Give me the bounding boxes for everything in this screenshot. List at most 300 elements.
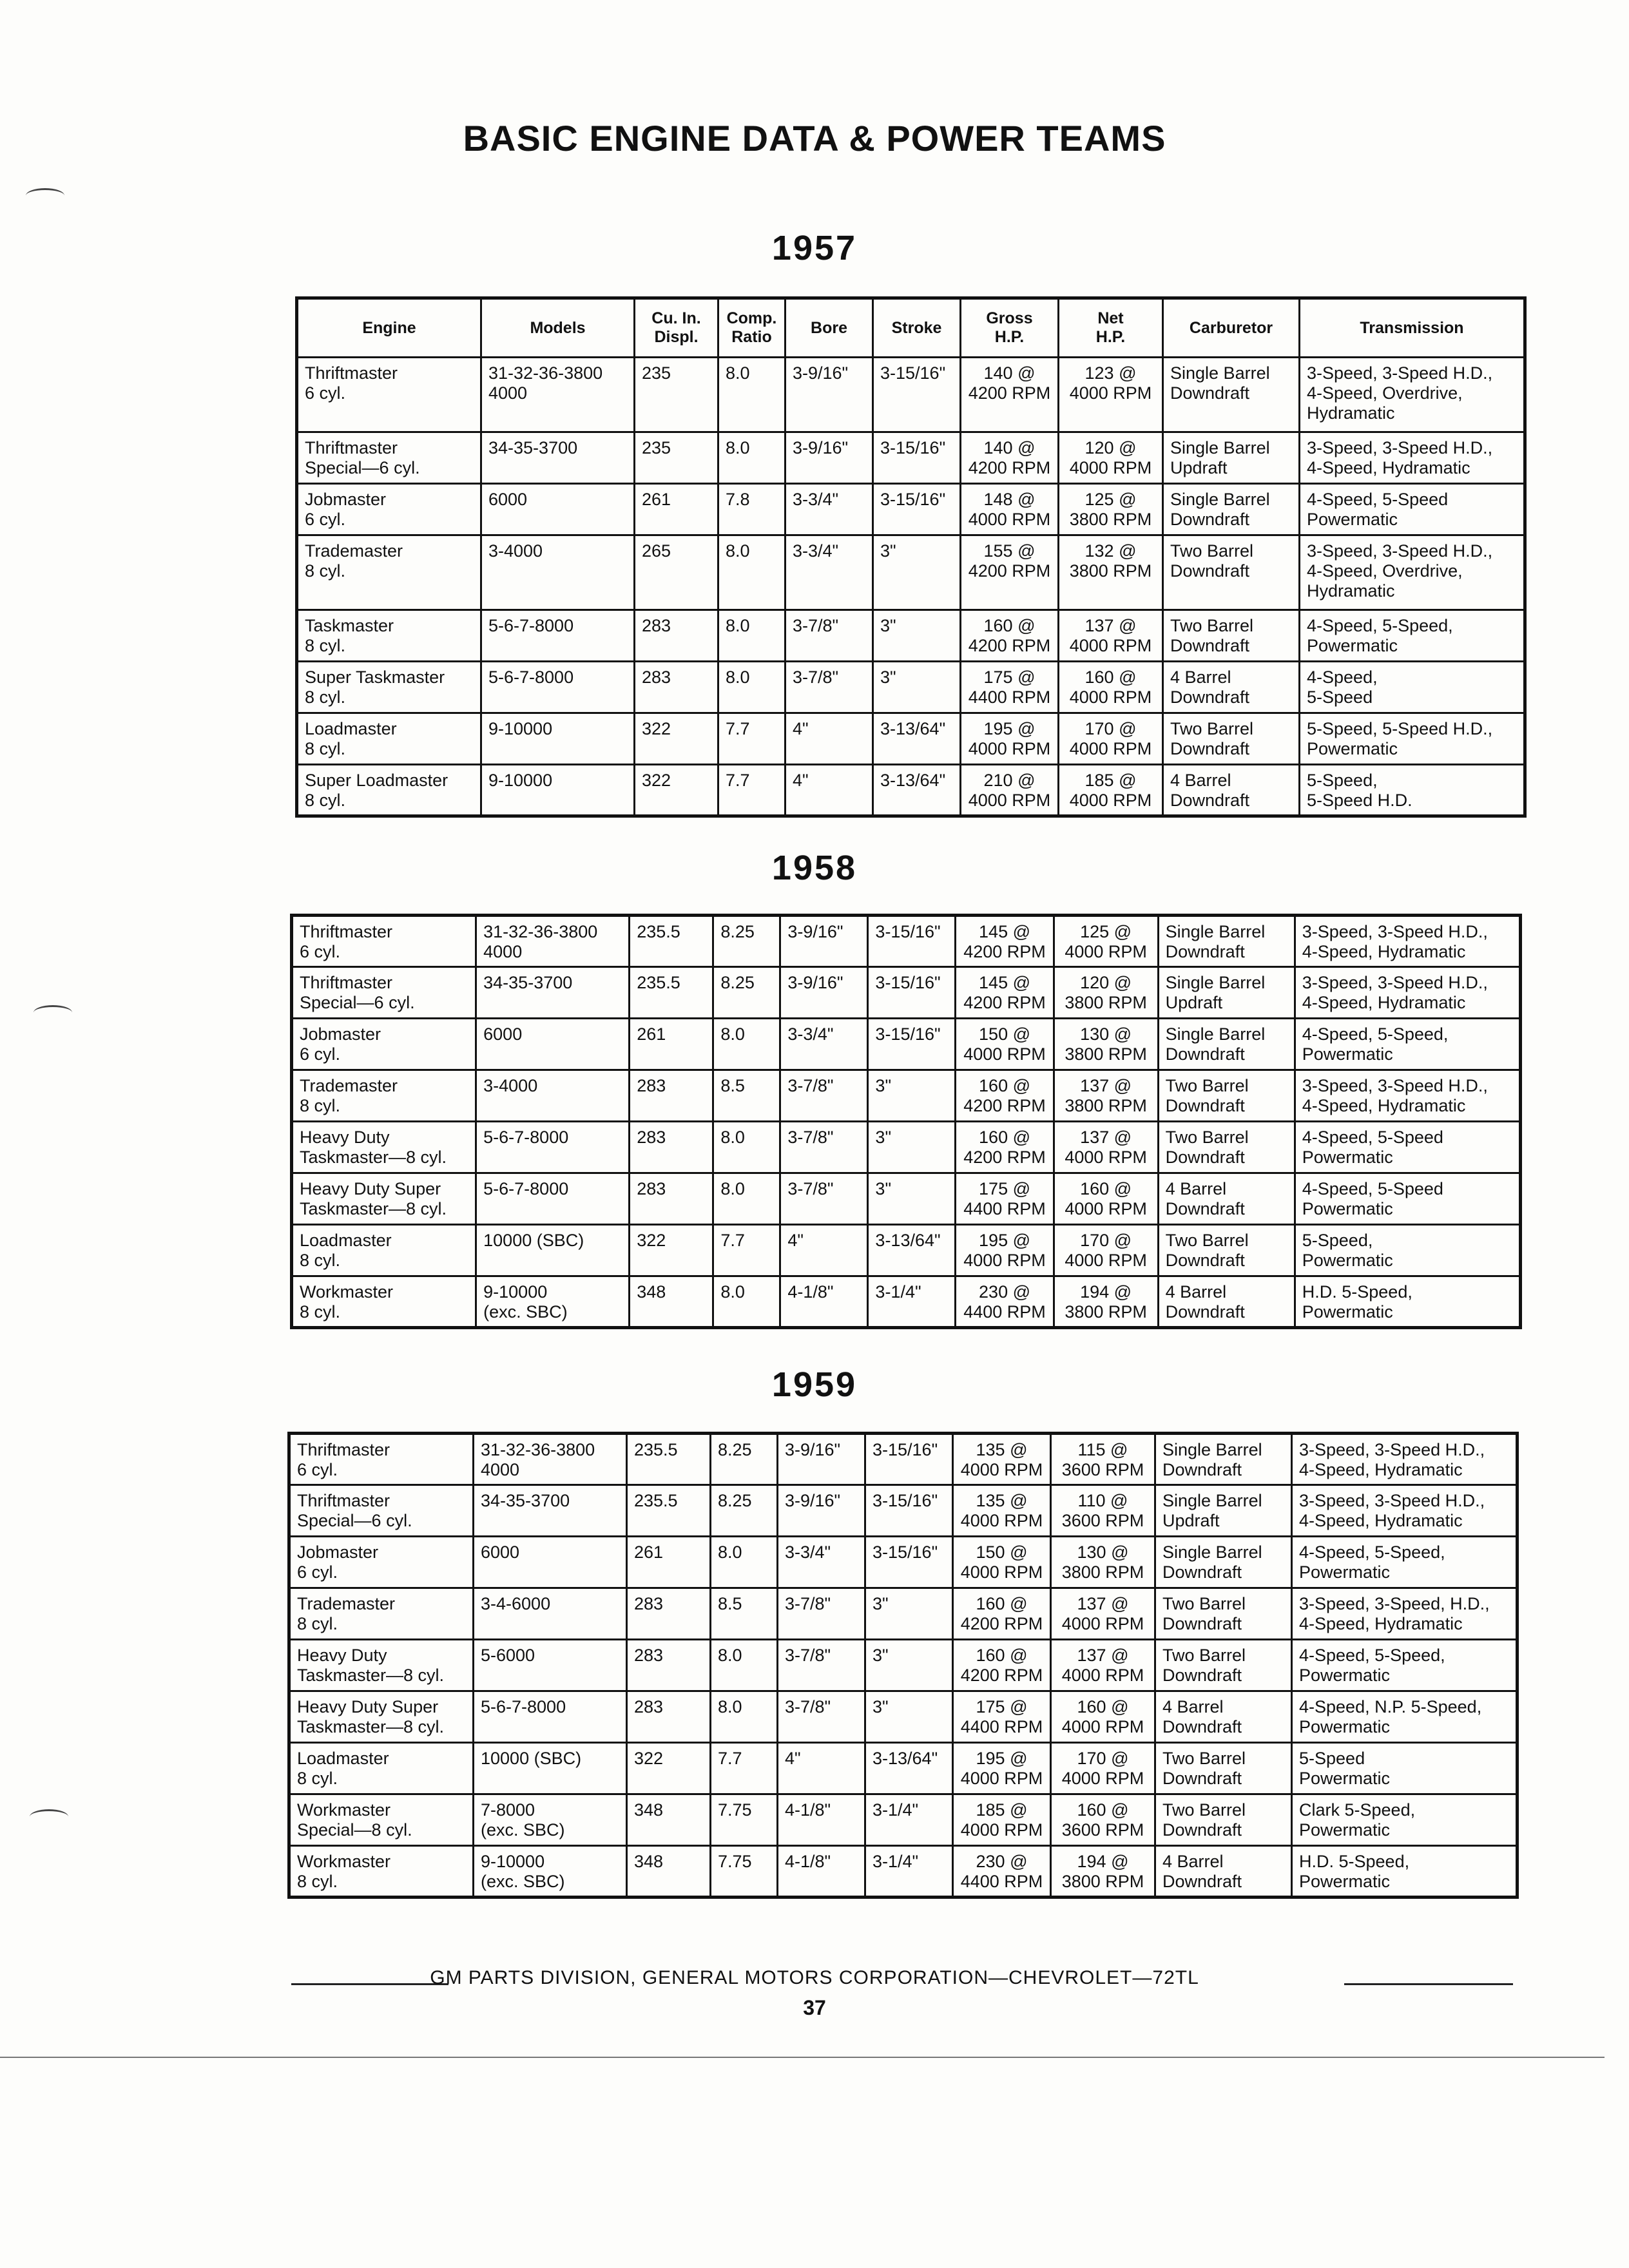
cell-bore: 3-3/4"	[786, 484, 873, 535]
cell-models: 3-4000	[481, 535, 635, 610]
cell-engine: Super Loadmaster 8 cyl.	[297, 765, 481, 816]
cell-engine: Thriftmaster 6 cyl.	[292, 916, 476, 967]
cell-net-hp: 137 @ 4000 RPM	[1054, 1122, 1158, 1173]
cell-carburetor: 4 Barrel Downdraft	[1158, 1276, 1295, 1328]
cell-compression: 7.75	[711, 1794, 778, 1846]
cell-models: 34-35-3700	[476, 967, 630, 1019]
cell-carburetor: Two Barrel Downdraft	[1155, 1640, 1292, 1691]
cell-displacement: 322	[627, 1743, 711, 1794]
cell-bore: 3-7/8"	[778, 1691, 865, 1743]
cell-displacement: 348	[627, 1794, 711, 1846]
cell-transmission: 3-Speed, 3-Speed H.D., 4-Speed, Overdrive, Hydramatic	[1300, 535, 1525, 610]
cell-transmission: 3-Speed, 3-Speed H.D., 4-Speed, Hydramatic	[1295, 916, 1520, 967]
cell-stroke: 3-15/16"	[865, 1434, 953, 1485]
cell-displacement: 283	[635, 610, 718, 662]
cell-models: 5-6-7-8000	[474, 1691, 627, 1743]
cell-stroke: 3-13/64"	[868, 1225, 956, 1276]
cell-transmission: 5-Speed, 5-Speed H.D., Powermatic	[1300, 713, 1525, 765]
cell-stroke: 3"	[868, 1070, 956, 1122]
cell-displacement: 283	[627, 1691, 711, 1743]
cell-bore: 3-9/16"	[778, 1485, 865, 1537]
year-heading-1959: 1959	[771, 1365, 858, 1404]
cell-bore: 3-7/8"	[780, 1122, 868, 1173]
table-row	[297, 713, 1525, 765]
cell-displacement: 235.5	[630, 967, 713, 1019]
cell-gross-hp: 140 @ 4200 RPM	[961, 432, 1059, 484]
cell-stroke: 3"	[873, 662, 961, 713]
cell-compression: 8.0	[718, 662, 786, 713]
table-row	[297, 662, 1525, 713]
cell-displacement: 235.5	[627, 1485, 711, 1537]
cell-carburetor: Single Barrel Downdraft	[1163, 484, 1300, 535]
cell-displacement: 322	[630, 1225, 713, 1276]
cell-stroke: 3-15/16"	[868, 916, 956, 967]
cell-engine: Thriftmaster Special—6 cyl.	[289, 1485, 474, 1537]
cell-compression: 8.25	[711, 1434, 778, 1485]
cell-transmission: H.D. 5-Speed, Powermatic	[1292, 1846, 1518, 1898]
cell-displacement: 235.5	[627, 1434, 711, 1485]
cell-displacement: 322	[635, 765, 718, 816]
cell-carburetor: Single Barrel Downdraft	[1155, 1537, 1292, 1588]
year-heading-1957: 1957	[771, 229, 858, 267]
cell-displacement: 235	[635, 358, 718, 432]
cell-net-hp: 130 @ 3800 RPM	[1051, 1537, 1155, 1588]
cell-models: 5-6000	[474, 1640, 627, 1691]
cell-net-hp: 137 @ 3800 RPM	[1054, 1070, 1158, 1122]
cell-compression: 8.0	[718, 610, 786, 662]
table-row	[297, 610, 1525, 662]
table-row	[289, 1794, 1518, 1846]
table-row	[297, 358, 1525, 432]
cell-displacement: 235	[635, 432, 718, 484]
cell-net-hp: 115 @ 3600 RPM	[1051, 1434, 1155, 1485]
table-row	[292, 916, 1521, 967]
cell-models: 10000 (SBC)	[474, 1743, 627, 1794]
cell-gross-hp: 175 @ 4400 RPM	[956, 1173, 1054, 1225]
column-header-carburetor: Carburetor	[1163, 298, 1300, 358]
cell-engine: Heavy Duty Taskmaster—8 cyl.	[289, 1640, 474, 1691]
cell-compression: 7.7	[711, 1743, 778, 1794]
cell-stroke: 3-1/4"	[865, 1794, 953, 1846]
cell-bore: 4"	[778, 1743, 865, 1794]
cell-stroke: 3"	[865, 1691, 953, 1743]
cell-displacement: 235.5	[630, 916, 713, 967]
cell-bore: 3-3/4"	[778, 1537, 865, 1588]
table-row	[289, 1846, 1518, 1898]
year-heading-1958: 1958	[771, 849, 858, 887]
cell-compression: 7.7	[718, 765, 786, 816]
cell-compression: 8.0	[713, 1276, 780, 1328]
cell-gross-hp: 150 @ 4000 RPM	[956, 1019, 1054, 1070]
cell-bore: 3-7/8"	[778, 1640, 865, 1691]
cell-carburetor: Two Barrel Downdraft	[1163, 713, 1300, 765]
cell-transmission: 4-Speed, 5-Speed, Powermatic	[1300, 610, 1525, 662]
cell-transmission: Clark 5-Speed, Powermatic	[1292, 1794, 1518, 1846]
table-row	[289, 1537, 1518, 1588]
cell-net-hp: 185 @ 4000 RPM	[1059, 765, 1163, 816]
cell-net-hp: 160 @ 4000 RPM	[1059, 662, 1163, 713]
cell-compression: 8.0	[718, 358, 786, 432]
page-number: 37	[803, 1996, 826, 2019]
cell-engine: Heavy Duty Taskmaster—8 cyl.	[292, 1122, 476, 1173]
cell-stroke: 3-15/16"	[868, 967, 956, 1019]
cell-stroke: 3"	[868, 1173, 956, 1225]
cell-net-hp: 137 @ 4000 RPM	[1051, 1640, 1155, 1691]
cell-gross-hp: 160 @ 4200 RPM	[953, 1588, 1051, 1640]
cell-displacement: 283	[630, 1070, 713, 1122]
table-row	[297, 765, 1525, 816]
cell-gross-hp: 135 @ 4000 RPM	[953, 1485, 1051, 1537]
table-row	[292, 1019, 1521, 1070]
cell-gross-hp: 175 @ 4400 RPM	[953, 1691, 1051, 1743]
cell-net-hp: 120 @ 3800 RPM	[1054, 967, 1158, 1019]
cell-models: 6000	[481, 484, 635, 535]
table-row	[289, 1434, 1518, 1485]
column-header-net-hp: Net H.P.	[1059, 298, 1163, 358]
cell-transmission: 3-Speed, 3-Speed H.D., 4-Speed, Hydramatic	[1292, 1485, 1518, 1537]
table-row	[292, 1173, 1521, 1225]
cell-net-hp: 170 @ 4000 RPM	[1054, 1225, 1158, 1276]
cell-transmission: 4-Speed, 5-Speed Powermatic	[1300, 484, 1525, 535]
cell-engine: Trademaster 8 cyl.	[297, 535, 481, 610]
cell-transmission: 4-Speed, 5-Speed Powermatic	[1295, 1173, 1520, 1225]
cell-net-hp: 125 @ 3800 RPM	[1059, 484, 1163, 535]
cell-stroke: 3-15/16"	[865, 1537, 953, 1588]
cell-net-hp: 170 @ 4000 RPM	[1051, 1743, 1155, 1794]
engine-table-1957	[295, 296, 1527, 818]
cell-compression: 8.5	[713, 1070, 780, 1122]
cell-compression: 8.0	[711, 1691, 778, 1743]
cell-models: 9-10000	[481, 765, 635, 816]
cell-transmission: 5-Speed, Powermatic	[1295, 1225, 1520, 1276]
column-header-transmission: Transmission	[1300, 298, 1525, 358]
cell-carburetor: 4 Barrel Downdraft	[1155, 1846, 1292, 1898]
cell-engine: Loadmaster 8 cyl.	[297, 713, 481, 765]
cell-transmission: 4-Speed, 5-Speed, Powermatic	[1292, 1537, 1518, 1588]
cell-engine: Trademaster 8 cyl.	[289, 1588, 474, 1640]
cell-compression: 8.5	[711, 1588, 778, 1640]
cell-models: 5-6-7-8000	[481, 662, 635, 713]
cell-stroke: 3-15/16"	[873, 484, 961, 535]
cell-net-hp: 160 @ 4000 RPM	[1051, 1691, 1155, 1743]
cell-net-hp: 194 @ 3800 RPM	[1054, 1276, 1158, 1328]
cell-compression: 8.0	[711, 1640, 778, 1691]
cell-carburetor: Two Barrel Downdraft	[1155, 1588, 1292, 1640]
cell-stroke: 3-13/64"	[865, 1743, 953, 1794]
cell-engine: Thriftmaster 6 cyl.	[289, 1434, 474, 1485]
cell-net-hp: 160 @ 4000 RPM	[1054, 1173, 1158, 1225]
cell-engine: Heavy Duty Super Taskmaster—8 cyl.	[292, 1173, 476, 1225]
cell-carburetor: Single Barrel Updraft	[1155, 1485, 1292, 1537]
cell-engine: Thriftmaster Special—6 cyl.	[292, 967, 476, 1019]
cell-transmission: 3-Speed, 3-Speed H.D., 4-Speed, Hydramatic	[1295, 967, 1520, 1019]
table-row	[289, 1640, 1518, 1691]
cell-engine: Workmaster 8 cyl.	[292, 1276, 476, 1328]
cell-transmission: 3-Speed, 3-Speed H.D., 4-Speed, Overdrive, Hydramatic	[1300, 358, 1525, 432]
page-title: BASIC ENGINE DATA & POWER TEAMS	[463, 118, 1166, 159]
column-header-displacement: Cu. In. Displ.	[635, 298, 718, 358]
cell-models: 7-8000 (exc. SBC)	[474, 1794, 627, 1846]
cell-carburetor: Two Barrel Downdraft	[1158, 1070, 1295, 1122]
cell-models: 5-6-7-8000	[476, 1173, 630, 1225]
column-header-compression: Comp. Ratio	[718, 298, 786, 358]
cell-carburetor: Single Barrel Updraft	[1158, 967, 1295, 1019]
cell-models: 5-6-7-8000	[481, 610, 635, 662]
cell-net-hp: 125 @ 4000 RPM	[1054, 916, 1158, 967]
table-row	[297, 484, 1525, 535]
cell-transmission: 3-Speed, 3-Speed, H.D., 4-Speed, Hydramatic	[1292, 1588, 1518, 1640]
cell-models: 9-10000 (exc. SBC)	[474, 1846, 627, 1898]
cell-gross-hp: 160 @ 4200 RPM	[956, 1070, 1054, 1122]
table-row	[289, 1743, 1518, 1794]
cell-displacement: 283	[630, 1122, 713, 1173]
cell-net-hp: 132 @ 3800 RPM	[1059, 535, 1163, 610]
cell-transmission: 4-Speed, 5-Speed Powermatic	[1295, 1122, 1520, 1173]
cell-compression: 8.0	[713, 1122, 780, 1173]
cell-models: 9-10000	[481, 713, 635, 765]
cell-carburetor: 4 Barrel Downdraft	[1163, 765, 1300, 816]
cell-net-hp: 120 @ 4000 RPM	[1059, 432, 1163, 484]
cell-stroke: 3"	[873, 535, 961, 610]
cell-net-hp: 137 @ 4000 RPM	[1051, 1588, 1155, 1640]
cell-models: 3-4000	[476, 1070, 630, 1122]
cell-compression: 8.25	[711, 1485, 778, 1537]
cell-transmission: 3-Speed, 3-Speed H.D., 4-Speed, Hydramatic	[1295, 1070, 1520, 1122]
cell-engine: Workmaster 8 cyl.	[289, 1846, 474, 1898]
table-row	[292, 1122, 1521, 1173]
cell-gross-hp: 195 @ 4000 RPM	[956, 1225, 1054, 1276]
cell-models: 3-4-6000	[474, 1588, 627, 1640]
cell-engine: Thriftmaster 6 cyl.	[297, 358, 481, 432]
cell-carburetor: Two Barrel Downdraft	[1155, 1743, 1292, 1794]
cell-stroke: 3-13/64"	[873, 765, 961, 816]
cell-compression: 8.0	[713, 1019, 780, 1070]
cell-gross-hp: 230 @ 4400 RPM	[956, 1276, 1054, 1328]
cell-bore: 3-7/8"	[786, 610, 873, 662]
cell-stroke: 3-15/16"	[868, 1019, 956, 1070]
cell-compression: 7.7	[713, 1225, 780, 1276]
cell-engine: Super Taskmaster 8 cyl.	[297, 662, 481, 713]
cell-carburetor: Two Barrel Downdraft	[1158, 1225, 1295, 1276]
cell-engine: Trademaster 8 cyl.	[292, 1070, 476, 1122]
cell-compression: 7.8	[718, 484, 786, 535]
cell-carburetor: Two Barrel Downdraft	[1163, 610, 1300, 662]
cell-gross-hp: 175 @ 4400 RPM	[961, 662, 1059, 713]
cell-gross-hp: 210 @ 4000 RPM	[961, 765, 1059, 816]
bottom-rule	[0, 2057, 1605, 2058]
cell-compression: 8.25	[713, 967, 780, 1019]
table-row	[292, 1070, 1521, 1122]
cell-carburetor: Single Barrel Updraft	[1163, 432, 1300, 484]
cell-engine: Thriftmaster Special—6 cyl.	[297, 432, 481, 484]
cell-displacement: 261	[627, 1537, 711, 1588]
cell-gross-hp: 140 @ 4200 RPM	[961, 358, 1059, 432]
column-header-models: Models	[481, 298, 635, 358]
cell-gross-hp: 148 @ 4000 RPM	[961, 484, 1059, 535]
cell-bore: 4-1/8"	[778, 1794, 865, 1846]
cell-models: 10000 (SBC)	[476, 1225, 630, 1276]
cell-carburetor: 4 Barrel Downdraft	[1155, 1691, 1292, 1743]
cell-displacement: 283	[630, 1173, 713, 1225]
cell-bore: 3-9/16"	[786, 358, 873, 432]
cell-stroke: 3"	[868, 1122, 956, 1173]
cell-carburetor: Single Barrel Downdraft	[1158, 916, 1295, 967]
cell-net-hp: 170 @ 4000 RPM	[1059, 713, 1163, 765]
cell-gross-hp: 160 @ 4200 RPM	[953, 1640, 1051, 1691]
footer-rule-right	[1344, 1983, 1513, 1985]
cell-transmission: 3-Speed, 3-Speed H.D., 4-Speed, Hydramatic	[1300, 432, 1525, 484]
cell-gross-hp: 155 @ 4200 RPM	[961, 535, 1059, 610]
cell-gross-hp: 150 @ 4000 RPM	[953, 1537, 1051, 1588]
cell-gross-hp: 135 @ 4000 RPM	[953, 1434, 1051, 1485]
cell-gross-hp: 145 @ 4200 RPM	[956, 916, 1054, 967]
cell-bore: 4-1/8"	[780, 1276, 868, 1328]
column-header-stroke: Stroke	[873, 298, 961, 358]
cell-transmission: H.D. 5-Speed, Powermatic	[1295, 1276, 1520, 1328]
cell-transmission: 4-Speed, 5-Speed, Powermatic	[1295, 1019, 1520, 1070]
table-row	[297, 432, 1525, 484]
cell-bore: 3-7/8"	[780, 1070, 868, 1122]
cell-engine: Loadmaster 8 cyl.	[292, 1225, 476, 1276]
cell-stroke: 3"	[873, 610, 961, 662]
table-row	[297, 535, 1525, 610]
cell-models: 31-32-36-3800 4000	[481, 358, 635, 432]
cell-stroke: 3-15/16"	[865, 1485, 953, 1537]
cell-stroke: 3-15/16"	[873, 432, 961, 484]
column-header-engine: Engine	[297, 298, 481, 358]
cell-gross-hp: 230 @ 4400 RPM	[953, 1846, 1051, 1898]
cell-gross-hp: 145 @ 4200 RPM	[956, 967, 1054, 1019]
cell-bore: 3-7/8"	[780, 1173, 868, 1225]
cell-compression: 8.0	[718, 535, 786, 610]
cell-bore: 4"	[780, 1225, 868, 1276]
cell-displacement: 322	[635, 713, 718, 765]
cell-models: 9-10000 (exc. SBC)	[476, 1276, 630, 1328]
cell-transmission: 3-Speed, 3-Speed H.D., 4-Speed, Hydramatic	[1292, 1434, 1518, 1485]
engine-table-1958	[290, 914, 1522, 1329]
cell-models: 31-32-36-3800 4000	[474, 1434, 627, 1485]
cell-displacement: 348	[627, 1846, 711, 1898]
cell-transmission: 4-Speed, N.P. 5-Speed, Powermatic	[1292, 1691, 1518, 1743]
cell-carburetor: Two Barrel Downdraft	[1158, 1122, 1295, 1173]
cell-carburetor: Single Barrel Downdraft	[1155, 1434, 1292, 1485]
cell-bore: 3-3/4"	[786, 535, 873, 610]
cell-bore: 3-7/8"	[778, 1588, 865, 1640]
cell-engine: Taskmaster 8 cyl.	[297, 610, 481, 662]
cell-bore: 4"	[786, 713, 873, 765]
cell-gross-hp: 160 @ 4200 RPM	[961, 610, 1059, 662]
cell-bore: 4-1/8"	[778, 1846, 865, 1898]
cell-compression: 8.25	[713, 916, 780, 967]
cell-displacement: 283	[627, 1588, 711, 1640]
cell-stroke: 3-13/64"	[873, 713, 961, 765]
cell-carburetor: Single Barrel Downdraft	[1158, 1019, 1295, 1070]
cell-gross-hp: 195 @ 4000 RPM	[953, 1743, 1051, 1794]
cell-models: 6000	[474, 1537, 627, 1588]
table-row	[292, 1225, 1521, 1276]
footer-text: GM PARTS DIVISION, GENERAL MOTORS CORPORATION—CHEVROLET—72TL	[430, 1967, 1199, 1988]
cell-models: 6000	[476, 1019, 630, 1070]
cell-stroke: 3-1/4"	[865, 1846, 953, 1898]
cell-displacement: 348	[630, 1276, 713, 1328]
cell-gross-hp: 185 @ 4000 RPM	[953, 1794, 1051, 1846]
cell-engine: Workmaster Special—8 cyl.	[289, 1794, 474, 1846]
table-row	[289, 1691, 1518, 1743]
cell-displacement: 265	[635, 535, 718, 610]
cell-models: 31-32-36-3800 4000	[476, 916, 630, 967]
cell-carburetor: Single Barrel Downdraft	[1163, 358, 1300, 432]
cell-displacement: 261	[630, 1019, 713, 1070]
cell-net-hp: 160 @ 3600 RPM	[1051, 1794, 1155, 1846]
binder-hole-mark	[30, 1809, 68, 1824]
cell-transmission: 5-Speed Powermatic	[1292, 1743, 1518, 1794]
binder-hole-mark	[26, 188, 64, 203]
cell-engine: Jobmaster 6 cyl.	[292, 1019, 476, 1070]
cell-bore: 3-9/16"	[778, 1434, 865, 1485]
cell-bore: 3-7/8"	[786, 662, 873, 713]
cell-net-hp: 123 @ 4000 RPM	[1059, 358, 1163, 432]
table-row	[292, 967, 1521, 1019]
cell-carburetor: 4 Barrel Downdraft	[1158, 1173, 1295, 1225]
cell-displacement: 283	[627, 1640, 711, 1691]
cell-transmission: 4-Speed, 5-Speed, Powermatic	[1292, 1640, 1518, 1691]
table-row	[289, 1485, 1518, 1537]
cell-stroke: 3"	[865, 1588, 953, 1640]
cell-compression: 8.0	[718, 432, 786, 484]
cell-transmission: 4-Speed, 5-Speed	[1300, 662, 1525, 713]
cell-bore: 3-3/4"	[780, 1019, 868, 1070]
cell-models: 5-6-7-8000	[476, 1122, 630, 1173]
cell-compression: 7.7	[718, 713, 786, 765]
column-header-gross-hp: Gross H.P.	[961, 298, 1059, 358]
cell-bore: 3-9/16"	[780, 967, 868, 1019]
table-header-row	[297, 298, 1525, 358]
cell-carburetor: Two Barrel Downdraft	[1155, 1794, 1292, 1846]
cell-net-hp: 110 @ 3600 RPM	[1051, 1485, 1155, 1537]
cell-displacement: 283	[635, 662, 718, 713]
engine-table-1959	[287, 1432, 1519, 1899]
cell-engine: Jobmaster 6 cyl.	[297, 484, 481, 535]
cell-bore: 3-9/16"	[786, 432, 873, 484]
column-header-bore: Bore	[786, 298, 873, 358]
table-row	[289, 1588, 1518, 1640]
cell-transmission: 5-Speed, 5-Speed H.D.	[1300, 765, 1525, 816]
cell-models: 34-35-3700	[481, 432, 635, 484]
cell-stroke: 3-1/4"	[868, 1276, 956, 1328]
cell-engine: Loadmaster 8 cyl.	[289, 1743, 474, 1794]
cell-bore: 3-9/16"	[780, 916, 868, 967]
cell-compression: 8.0	[711, 1537, 778, 1588]
cell-net-hp: 194 @ 3800 RPM	[1051, 1846, 1155, 1898]
cell-compression: 7.75	[711, 1846, 778, 1898]
cell-displacement: 261	[635, 484, 718, 535]
cell-engine: Heavy Duty Super Taskmaster—8 cyl.	[289, 1691, 474, 1743]
table-row	[292, 1276, 1521, 1328]
cell-compression: 8.0	[713, 1173, 780, 1225]
cell-gross-hp: 195 @ 4000 RPM	[961, 713, 1059, 765]
cell-carburetor: Two Barrel Downdraft	[1163, 535, 1300, 610]
cell-stroke: 3-15/16"	[873, 358, 961, 432]
cell-net-hp: 137 @ 4000 RPM	[1059, 610, 1163, 662]
cell-stroke: 3"	[865, 1640, 953, 1691]
binder-hole-mark	[34, 1005, 72, 1020]
cell-net-hp: 130 @ 3800 RPM	[1054, 1019, 1158, 1070]
cell-engine: Jobmaster 6 cyl.	[289, 1537, 474, 1588]
cell-models: 34-35-3700	[474, 1485, 627, 1537]
cell-gross-hp: 160 @ 4200 RPM	[956, 1122, 1054, 1173]
cell-bore: 4"	[786, 765, 873, 816]
cell-carburetor: 4 Barrel Downdraft	[1163, 662, 1300, 713]
